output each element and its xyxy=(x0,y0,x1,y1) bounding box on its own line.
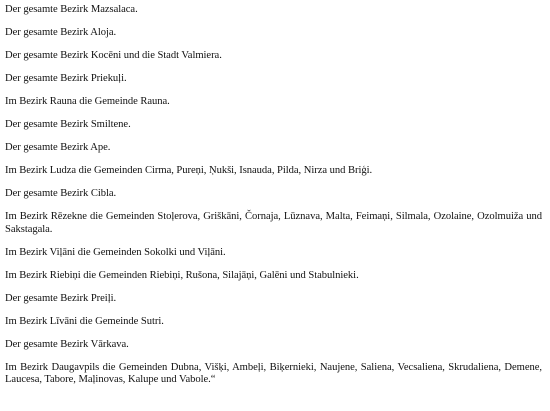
paragraph-smiltene: Der gesamte Bezirk Smiltene. xyxy=(5,119,131,130)
paragraph-vilani: Im Bezirk Viļāni die Gemeinden Sokolki und Viļāni. xyxy=(5,246,226,258)
paragraph-preili: Der gesamte Bezirk Preiļi. xyxy=(5,292,117,304)
paragraph-cibla: Der gesamte Bezirk Cibla. xyxy=(5,188,117,199)
paragraph-ape: Der gesamte Bezirk Ape. xyxy=(5,142,111,153)
paragraph-rauna: Im Bezirk Rauna die Gemeinde Rauna. xyxy=(5,96,170,107)
document-body xyxy=(5,4,542,397)
paragraph-riebini: Im Bezirk Riebiņi die Gemeinden Riebiņi, Rušona, Silajāņi, Galēni und Stabulnieki. xyxy=(5,269,359,281)
paragraph-priekuli: Der gesamte Bezirk Priekuļi. xyxy=(5,73,127,84)
paragraph-livani: Im Bezirk Līvāni die Gemeinde Sutri. xyxy=(5,315,164,327)
paragraph-rezekne: Im Bezirk Rēzekne die Gemeinden Stoļerova, Griškāni, Čornaja, Lūznava, Malta, Feimaņi, Silmala, Ozolaine, Ozolmuiža und Sakstagala. xyxy=(5,211,542,235)
paragraph-mazsalaca: Der gesamte Bezirk Mazsalaca. xyxy=(5,4,138,15)
paragraph-ludza: Im Bezirk Ludza die Gemeinden Cirma, Pureņi, Ņukši, Isnauda, Pilda, Nirza und Briģi. xyxy=(5,165,373,176)
paragraph-daugavpils: Im Bezirk Daugavpils die Gemeinden Dubna, Višķi, Ambeļi, Biķernieki, Naujene, Saliena, Vecsaliena, Skrudaliena, Demene, Laucesa, Tabore, Maļinovas, Kalupe und Vabole.“ xyxy=(5,361,542,386)
paragraph-aloja: Der gesamte Bezirk Aloja. xyxy=(5,27,117,38)
paragraph-varkava: Der gesamte Bezirk Vārkava. xyxy=(5,338,129,350)
paragraph-koceni-valmiera: Der gesamte Bezirk Kocēni und die Stadt Valmiera. xyxy=(5,50,222,61)
